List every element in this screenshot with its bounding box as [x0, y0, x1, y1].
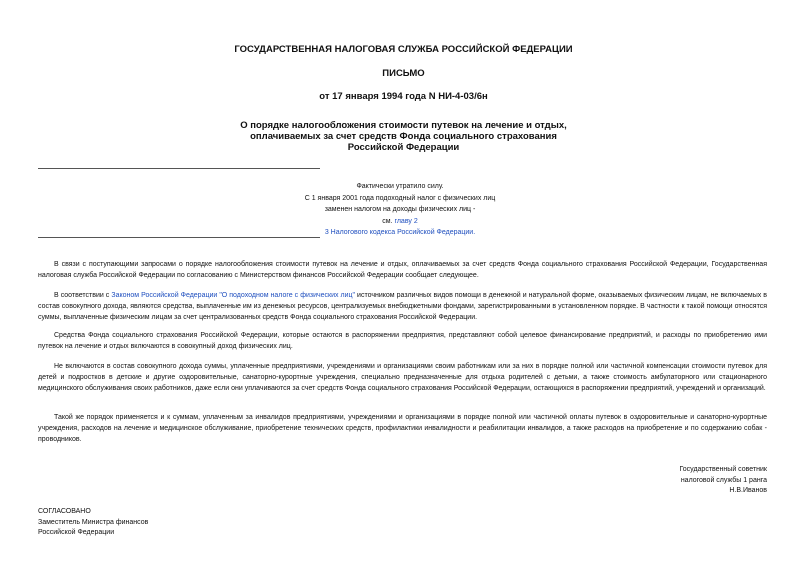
document-type: ПИСЬМО: [382, 68, 425, 79]
paragraph-2-text: [38, 291, 767, 323]
paragraph-2: [38, 291, 767, 323]
note-line-3: заменен налогом на доходы физических лиц -: [324, 206, 476, 213]
paragraph-4: [38, 362, 767, 394]
paragraph-5: [38, 413, 767, 445]
title-line-3: Российской Федерации: [347, 142, 460, 153]
paragraph-1-text: В связи с поступающими запросами о порядке налогообложения стоимости путевок на лечение и отдых, оплачиваемых за счет средств Фонда социального страхования Российской Федерации, Государственная налоговая служба Российской Федерации по согласованию с Министерством финансов Российской Федерации сообщает следующее.: [38, 261, 767, 279]
paragraph-2-prefix: В соответствии с: [54, 292, 112, 299]
document-title: [0, 120, 807, 153]
note-line-4: [260, 216, 540, 228]
note-line-1: Фактически утратило силу.: [356, 183, 444, 190]
agreed-label: СОГЛАСОВАНО: [38, 508, 91, 515]
paragraph-3-text: Средства Фонда социального страхования Российской Федерации, которые остаются в распоряжении предприятия, представляют собой целевое финансирование предприятий, и расходы по приобретению ими путевок на лечение и отдых включаются в совокупный доход физических лиц.: [38, 332, 767, 350]
income-tax-law-link[interactable]: Законом Российской Федерации "О подоходном налоге с физических лиц": [111, 292, 356, 299]
signature-title: Государственный советник: [679, 466, 767, 473]
status-note: [260, 181, 540, 239]
signature-rank: налоговой службы 1 ранга: [680, 476, 767, 484]
paragraph-3: [38, 331, 767, 353]
title-line-1: О порядке налогообложения стоимости путевок на лечение и отдых,: [240, 120, 567, 131]
agreed-organization: Российской Федерации: [38, 529, 115, 537]
paragraph-1: [38, 260, 767, 282]
agency-heading: ГОСУДАРСТВЕННАЯ НАЛОГОВАЯ СЛУЖБА РОССИЙСКОЙ ФЕДЕРАЦИИ: [234, 44, 573, 55]
paragraph-4-text: Не включаются в состав совокупного дохода суммы, уплаченные предприятиями, учреждениями и организациями своим работникам или за них в порядке полной или частичной компенсации стоимости путевок для детей и подростков в детские и другие оздоровительные, санаторно-курортные учреждения, специально предназначенные для отдыха родителей с детьми, а также стоимость амбулаторного или стационарного медицинского обслуживания своих работников, даже если они уплачиваются за счет средств Фонда социального страхования Российской Федерации, остающихся в распоряжении предприятий, учреждений и организаций.: [38, 363, 767, 392]
bottom-divider: [38, 237, 320, 238]
tax-code-link[interactable]: 3 Налогового кодекса Российской Федерации.: [324, 229, 476, 236]
signature-name: Н.В.Иванов: [729, 487, 767, 495]
document-date-number: от 17 января 1994 года N НИ-4-03/6н: [319, 91, 488, 102]
agreed-position: Заместитель Министра финансов: [38, 518, 149, 526]
note-line-2: С 1 января 2001 года подоходный налог с физических лиц: [304, 194, 496, 202]
paragraph-5-text: Такой же порядок применяется и к суммам, уплаченным за инвалидов предприятиями, учреждениями и организациями в порядке полной или частичной оплаты путевок в оздоровительные и санаторно-курортные учреждения, расходов на лечение и медицинское обслуживание, приобретение технических средств, профилактики инвалидности и реабилитации инвалидов, а также расходов на приобретение и по содержанию собак - проводников.: [38, 414, 767, 443]
signature-block: [679, 465, 767, 497]
title-line-2: оплачиваемых за счет средств Фонда социального страхования: [250, 131, 557, 142]
paragraph-2-suffix: источником различных видов помощи в денежной и натуральной форме, оказываемых физическим лицам, не включаемых в состав совокупного дохода, являются средства, выплаченные им из денежных ресурсов, централизуемых внебюджетными фондами, зарегистрированными в установленном порядке. В частности к такой помощи относятся суммы, выплаченные физическим лицам за счет централизованных средств Фонда социального страхования Российской Федерации.: [38, 292, 768, 321]
top-divider: [38, 168, 320, 169]
agreed-block: [38, 507, 148, 539]
tax-code-chapter-link[interactable]: главу 2: [394, 217, 418, 225]
note-see-prefix: см.: [382, 217, 395, 225]
